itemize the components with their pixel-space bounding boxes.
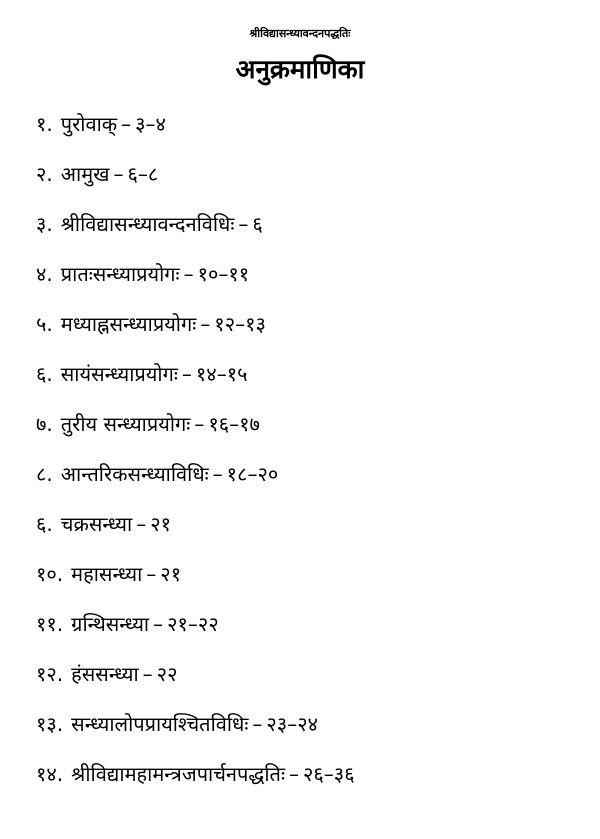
toc-entry bbox=[36, 404, 576, 454]
toc-entry bbox=[36, 504, 576, 554]
toc-number: १२. bbox=[36, 662, 64, 686]
toc-pages: २१ bbox=[160, 562, 182, 586]
toc-label: महासन्ध्या bbox=[71, 562, 143, 586]
toc-separator: – bbox=[252, 712, 263, 736]
toc-separator: – bbox=[181, 362, 192, 386]
toc-number: ७. bbox=[36, 412, 53, 436]
toc-pages: २६–३६ bbox=[303, 762, 355, 786]
toc-entry bbox=[36, 104, 576, 154]
toc-label: मध्याह्नसन्ध्याप्रयोगः bbox=[60, 312, 197, 336]
toc-number: १३. bbox=[36, 712, 64, 736]
page-header: श्रीविद्यासन्ध्यावन्दनपद्धतिः bbox=[249, 27, 351, 40]
toc-pages: २३–२४ bbox=[266, 712, 319, 736]
toc-number: ११. bbox=[36, 612, 64, 636]
toc-pages: १०–११ bbox=[197, 262, 250, 286]
toc-pages: ६ bbox=[252, 212, 263, 236]
toc-entry bbox=[36, 254, 576, 304]
toc-separator: – bbox=[200, 312, 211, 336]
toc-label: चक्रसन्ध्या bbox=[60, 512, 133, 536]
toc-separator: – bbox=[153, 612, 164, 636]
toc-number: ६. bbox=[36, 362, 53, 386]
toc-pages: २१–२२ bbox=[167, 612, 219, 636]
table-of-contents bbox=[36, 104, 576, 804]
toc-number: ४. bbox=[36, 262, 53, 286]
toc-label: तुरीय सन्ध्याप्रयोगः bbox=[60, 412, 191, 436]
toc-separator: – bbox=[289, 762, 299, 786]
toc-label: श्रीविद्यासन्ध्यावन्दनविधिः bbox=[60, 212, 235, 236]
toc-separator: – bbox=[113, 162, 124, 186]
toc-number: १४. bbox=[36, 762, 64, 786]
toc-label: आन्तरिकसन्ध्याविधिः bbox=[60, 462, 209, 486]
toc-separator: – bbox=[142, 662, 153, 686]
toc-label: सन्ध्यालोपप्रायश्चितविधिः bbox=[71, 712, 249, 736]
toc-separator: – bbox=[238, 212, 249, 236]
toc-separator: – bbox=[183, 262, 194, 286]
toc-number: १०. bbox=[36, 562, 64, 586]
toc-entry bbox=[36, 204, 576, 254]
toc-entry bbox=[36, 454, 576, 504]
toc-entry bbox=[36, 304, 576, 354]
toc-separator: – bbox=[146, 562, 157, 586]
toc-entry bbox=[36, 704, 576, 754]
toc-pages: १४–१५ bbox=[195, 362, 248, 386]
toc-entry bbox=[36, 154, 576, 204]
toc-separator: – bbox=[121, 112, 132, 136]
toc-label: ग्रन्थिसन्ध्या bbox=[71, 612, 150, 636]
toc-number: ८. bbox=[36, 462, 53, 486]
toc-pages: १८–२० bbox=[226, 462, 279, 486]
toc-separator: – bbox=[136, 512, 147, 536]
toc-entry bbox=[36, 654, 576, 704]
toc-entry bbox=[36, 354, 576, 404]
toc-pages: १६–१७ bbox=[208, 412, 260, 436]
toc-number: १. bbox=[36, 112, 53, 136]
toc-label: पुरोवाक् bbox=[60, 112, 118, 136]
toc-label: आमुख bbox=[60, 162, 110, 186]
toc-pages: ३–४ bbox=[135, 112, 166, 136]
toc-number: ३. bbox=[36, 212, 53, 236]
toc-entry bbox=[36, 554, 576, 604]
toc-entry bbox=[36, 604, 576, 654]
toc-label: हंससन्ध्या bbox=[71, 662, 139, 686]
toc-entry bbox=[36, 754, 576, 804]
toc-pages: २१ bbox=[150, 512, 171, 536]
toc-pages: ६–८ bbox=[127, 162, 159, 186]
toc-number: २. bbox=[36, 162, 53, 186]
toc-label: प्रातःसन्ध्याप्रयोगः bbox=[60, 262, 180, 286]
toc-number: ५. bbox=[36, 312, 53, 336]
toc-label: श्रीविद्यामहामन्त्रजपार्चनपद्धतिः bbox=[71, 762, 285, 786]
toc-separator: – bbox=[194, 412, 205, 436]
toc-label: सायंसन्ध्याप्रयोगः bbox=[60, 362, 178, 386]
toc-pages: २२ bbox=[156, 662, 178, 686]
toc-number: ६. bbox=[36, 512, 53, 536]
page-title: अनुक्रमाणिका bbox=[235, 55, 365, 85]
toc-pages: १२–१३ bbox=[214, 312, 266, 336]
toc-separator: – bbox=[212, 462, 223, 486]
